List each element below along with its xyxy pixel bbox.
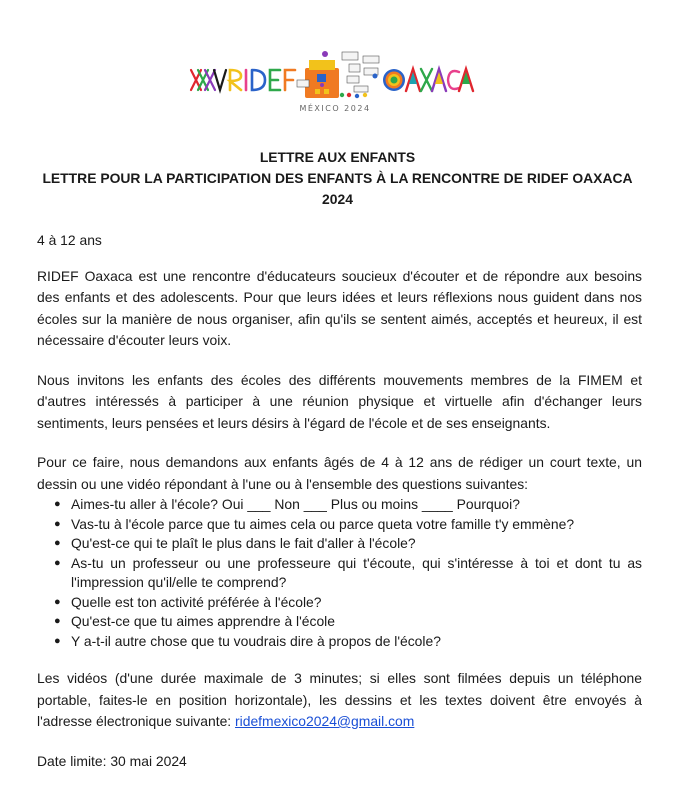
question-text: Y a-t-il autre chose que tu voudrais dire à propos de l'école? (71, 632, 441, 649)
question-item (37, 534, 642, 554)
questions-list (37, 495, 642, 651)
question-item (37, 593, 642, 613)
deadline: Date limite: 30 mai 2024 (37, 752, 187, 769)
document-title-block (0, 147, 675, 210)
question-text: Quelle est ton activité préférée à l'école? (71, 593, 322, 610)
bullet-icon: ● (54, 498, 61, 510)
title-line-2: LETTRE POUR LA PARTICIPATION DES ENFANTS À LA RENCONTRE DE RIDEF OAXACA (42, 170, 633, 186)
question-text: Qu'est-ce que tu aimes apprendre à l'école (71, 613, 335, 629)
title-line-3: 2024 (322, 191, 353, 207)
logo-oaxaca-letters (383, 69, 473, 91)
question-item (37, 495, 642, 515)
letter-body (37, 230, 642, 772)
title-line-1: LETTRE AUX ENFANTS (259, 149, 416, 165)
question-text: Aimes-tu aller à l'école? Oui ___ Non ___ Plus ou moins ____ Pourquoi? (71, 496, 520, 512)
question-item (37, 554, 642, 593)
logo-ridef-letters (230, 70, 295, 90)
email-link[interactable]: ridefmexico2024@gmail.com (235, 713, 415, 729)
question-text: As-tu un professeur ou une professeure qui t'écoute, qui s'intéresse à toi et dont tu as l'impression qu'il/elle te comprend? (71, 554, 642, 590)
bullet-icon: ● (54, 615, 61, 627)
bullet-icon: ● (54, 537, 61, 549)
invitation-paragraph: Nous invitons les enfants des écoles des différents mouvements membres de la FIMEM et d'autres intéressés à participer à une réunion physique et virtuelle afin d'échanger leurs sentiments, leurs pensées et leurs désirs à l'égard de l'école et de ses enseignants. (37, 371, 642, 431)
bullet-icon: ● (54, 595, 61, 608)
logo-subtitle: MÉXICO 2024 (299, 104, 371, 113)
question-item (37, 515, 642, 535)
bullet-icon: ● (54, 556, 61, 569)
bullet-icon: ● (54, 517, 61, 530)
age-range: 4 à 12 ans (37, 232, 102, 248)
logo-graphic (187, 40, 477, 115)
intro-paragraph: RIDEF Oaxaca est une rencontre d'éducateurs soucieux d'écouter et de répondre aux besoins des enfants et des adolescents. Pour que leurs idées et leurs réflexions nous guident dans nos écoles sur la manière de nous organiser, afin qu'ils se sentent aimés, acceptés et heureux, il est nécessaire d'écouter leurs voix. (37, 267, 642, 348)
logo-illustration (297, 51, 379, 98)
bullet-icon: ● (54, 634, 61, 647)
logo-xxxv-letters (191, 70, 226, 90)
question-text: Vas-tu à l'école parce que tu aimes cela ou parce queta votre famille t'y emmène? (71, 515, 575, 532)
question-item (37, 632, 642, 652)
question-text: Qu'est-ce qui te plaît le plus dans le fait d'aller à l'école? (71, 535, 416, 551)
videos-paragraph (37, 668, 642, 733)
videos-text: Les vidéos (d'une durée maximale de 3 minutes; si elles sont filmées depuis un téléphone portable, faites-le en position horizontale), les dessins et les textes doivent être envoyés à l'adresse électronique suivante: (37, 670, 642, 729)
request-paragraph: Pour ce faire, nous demandons aux enfants âgés de 4 à 12 ans de rédiger un court texte, un dessin ou une vidéo répondant à l'une ou à l'ensemble des questions suivantes: (37, 454, 642, 492)
question-item (37, 612, 642, 632)
ridef-oaxaca-logo (187, 40, 477, 115)
